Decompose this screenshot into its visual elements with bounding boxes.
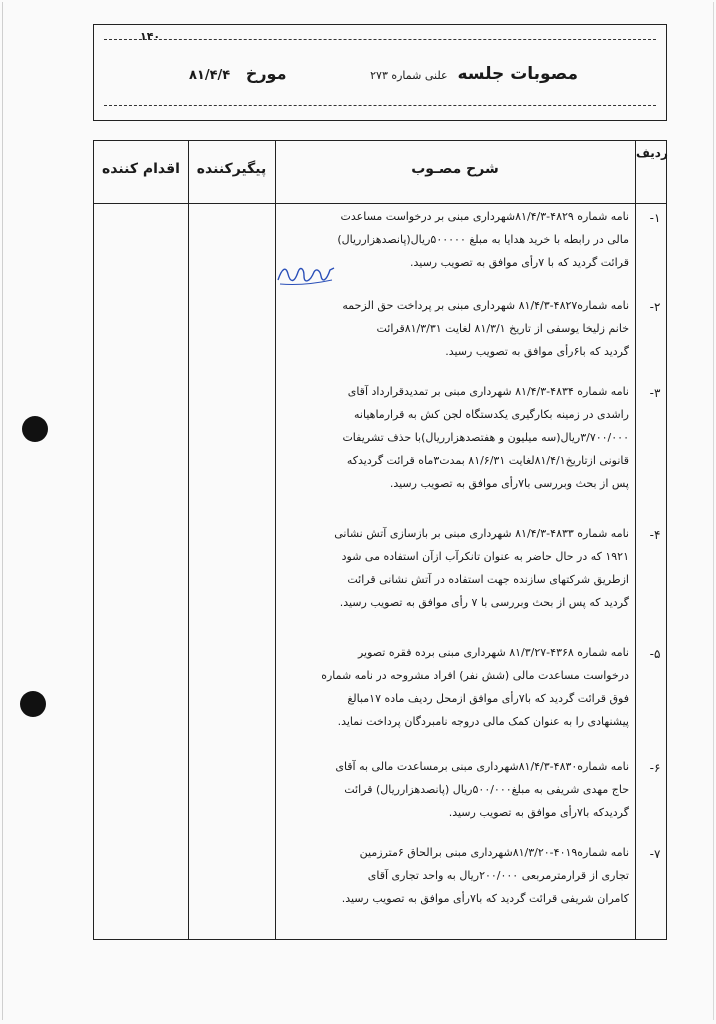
row-number: -۵ bbox=[649, 647, 661, 661]
header-date bbox=[189, 64, 287, 83]
resolution-line: حاج مهدی شریفی به مبلغ۵۰۰/۰۰۰ریال (پانصدهزارریال) قرائت bbox=[344, 783, 629, 796]
row-number: -۷ bbox=[649, 847, 661, 861]
column-header-follow-up: پیگیرکننده bbox=[196, 161, 267, 177]
resolution-line: ازطریق شرکتهای سازنده جهت استفاده در آتش نشانی قرائت bbox=[347, 573, 629, 586]
row-number: -۶ bbox=[649, 761, 661, 775]
resolution-line: پیشنهادی را به عنوان کمک مالی دروجه نامبردگان پرداخت نماید. bbox=[337, 715, 629, 728]
header-title bbox=[370, 64, 578, 84]
resolution-line: نامه شماره ۴۸۳۳-۸۱/۴/۳ شهرداری مبنی بر بازسازی آتش نشانی bbox=[334, 527, 629, 540]
resolution-line: قانونی ازتاریخ۸۱/۴/۱لغایت ۸۱/۶/۳۱ بمدت۳ماه قرائت گردیدکه bbox=[346, 454, 629, 467]
resolution-line: پس از بحث وبررسی با۷رأی موافق به تصویب رسید. bbox=[389, 477, 629, 490]
resolution-line: راشدی در زمینه بکارگیری یکدستگاه لجن کش به قرارماهیانه bbox=[354, 408, 629, 421]
column-header-description: شرح مصـوب bbox=[411, 161, 499, 177]
row-number: -۴ bbox=[649, 528, 661, 542]
header-dash-top bbox=[104, 39, 656, 40]
row-number: -۱ bbox=[649, 211, 661, 225]
header-title-text: مصوبات جلسه bbox=[457, 64, 578, 84]
header-box bbox=[93, 24, 667, 121]
resolution-line: گردید که پس از بحث وبررسی با ۷ رأی موافق به تصویب رسید. bbox=[339, 596, 629, 609]
resolutions-table bbox=[93, 140, 667, 940]
punch-hole-bottom bbox=[20, 691, 46, 717]
resolution-line: نامه شماره۴۸۳۰-۸۱/۴/۳شهرداری مبنی برمساعدت مالی به آقای bbox=[335, 760, 629, 773]
resolution-line: نامه شماره۴۸۲۷-۸۱/۴/۳ شهرداری مبنی بر پرداخت حق الزحمه bbox=[342, 299, 629, 312]
column-header-row-number: ردیف bbox=[636, 146, 668, 160]
page-number: ۱۴۰ bbox=[140, 30, 161, 43]
resolution-line: نامه شماره۴۰۱۹-۸۱/۳/۲۰شهرداری مبنی برالحاق ۶مترزمین bbox=[359, 846, 629, 859]
resolution-line: نامه شماره ۴۸۲۹-۸۱/۴/۳شهرداری مبنی بر درخواست مساعدت bbox=[340, 210, 629, 223]
resolution-line: گردیدکه با۷رأی موافق به تصویب رسید. bbox=[448, 806, 629, 819]
table-header-divider bbox=[94, 203, 666, 204]
punch-hole-top bbox=[22, 416, 48, 442]
handwritten-annotation bbox=[274, 262, 340, 288]
row-number: -۳ bbox=[649, 386, 661, 400]
resolution-line: خانم زلیخا یوسفی از تاریخ ۸۱/۳/۱ لغایت ۸۱/۳/۳۱قرائت bbox=[376, 322, 629, 335]
row-number: -۲ bbox=[649, 300, 661, 314]
header-date-label: مورخ bbox=[245, 64, 287, 83]
header-session-number: علنی شماره ۲۷۳ bbox=[370, 69, 448, 82]
resolution-text bbox=[281, 641, 629, 733]
resolution-line: ۱۹۲۱ که در حال حاضر به عنوان تانکرآب ازآن استفاده می شود bbox=[341, 550, 629, 563]
resolution-line: درخواست مساعدت مالی (شش نفر) افراد مشروحه در نامه شماره bbox=[321, 669, 629, 682]
resolution-line: گردید که با۶رأی موافق به تصویب رسید. bbox=[445, 345, 629, 358]
resolution-text bbox=[281, 294, 629, 363]
resolution-text bbox=[281, 841, 629, 910]
column-divider-followup bbox=[275, 141, 276, 939]
resolution-line: مالی در رابطه با خرید هدایا به مبلغ ۵۰۰۰۰۰ریال(پانصدهزارریال) bbox=[337, 233, 629, 246]
resolution-text bbox=[281, 522, 629, 614]
column-divider-description bbox=[635, 141, 636, 939]
resolution-line: نامه شماره ۴۸۳۴-۸۱/۴/۳ شهرداری مبنی بر تمدیدقرارداد آقای bbox=[347, 385, 629, 398]
resolution-line: قرائت گردید که با ۷رأی موافق به تصویب رسید. bbox=[409, 256, 629, 269]
column-header-action: اقدام کننده bbox=[102, 161, 180, 177]
resolution-line: تجاری از قرارمترمربعی ۲۰۰/۰۰۰ریال به واحد تجاری آقای bbox=[367, 869, 629, 882]
resolution-line: کامران شریفی قرائت گردید که با۷رأی موافق به تصویب رسید. bbox=[341, 892, 629, 905]
header-date-value: ۸۱/۴/۴ bbox=[189, 68, 231, 83]
resolution-line: ۳/۷۰۰/۰۰۰ریال(سه میلیون و هفتصدهزارریال)با حذف تشریفات bbox=[342, 431, 629, 444]
resolution-text bbox=[281, 755, 629, 824]
resolution-line: فوق قرائت گردید که با۷رأی موافق ازمحل ردیف ماده ۱۷مبالغ bbox=[347, 692, 629, 705]
resolution-line: نامه شماره ۴۳۶۸-۸۱/۳/۲۷ شهرداری مبنی برده فقره تصویر bbox=[357, 646, 629, 659]
resolution-text bbox=[281, 380, 629, 495]
column-divider-action bbox=[188, 141, 189, 939]
header-dash-bottom bbox=[104, 105, 656, 106]
